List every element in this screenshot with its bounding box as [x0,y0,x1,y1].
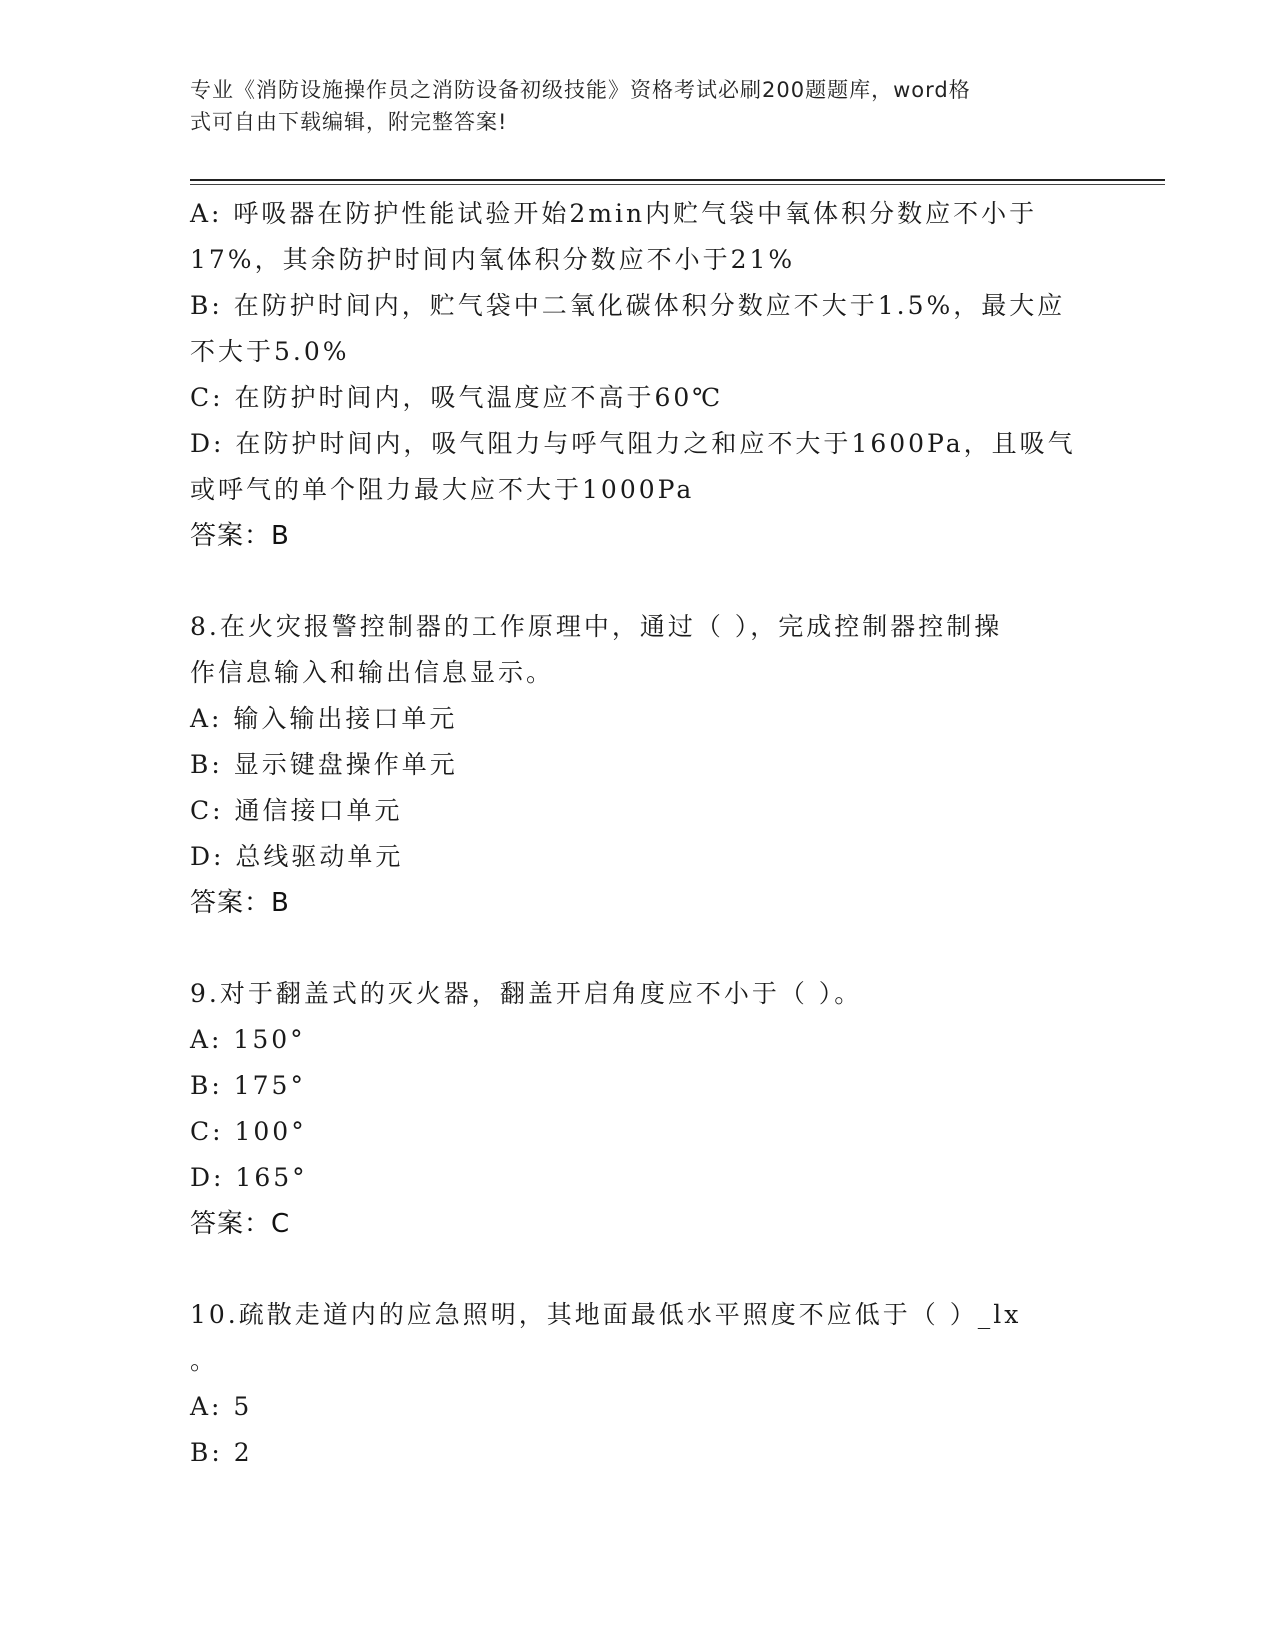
q7-option-d-line-1: D: 在防护时间内，吸气阻力与呼气阻力之和应不大于1600Pa，且吸气 [190,429,1076,458]
question-spacer [190,559,1100,604]
q7-option-b-line-2: 不大于5.0% [190,337,350,366]
q8-answer: 答案：B [190,888,290,918]
q10-stem-line-2: 。 [190,1346,219,1375]
q10-stem-line-1: 10.疏散走道内的应急照明，其地面最低水平照度不应低于（ ）_lx [190,1300,1022,1329]
question-8 [190,604,1100,926]
header-divider-thick [190,179,1165,181]
question-spacer [190,926,1100,971]
q9-option-c: C: 100° [190,1117,307,1146]
header-divider-thin [190,184,1165,185]
header-line-1: 专业《消防设施操作员之消防设备初级技能》资格考试必刷200题题库，word格 [190,78,971,102]
q8-stem-line-2: 作信息输入和输出信息显示。 [190,658,555,687]
question-spacer [190,1247,1100,1292]
header-line-2: 式可自由下载编辑，附完整答案! [190,110,508,134]
q9-option-a: A: 150° [190,1025,306,1054]
q7-option-c: C: 在防护时间内，吸气温度应不高于60℃ [190,383,724,412]
question-10 [190,1292,1100,1476]
q9-answer: 答案：C [190,1209,291,1239]
q10-option-a: A: 5 [190,1392,253,1421]
q9-option-b: B: 175° [190,1071,306,1100]
q10-option-b: B: 2 [190,1438,253,1467]
document-header [190,74,1090,138]
q7-answer: 答案：B [190,521,290,551]
question-9 [190,971,1100,1247]
q8-option-d: D: 总线驱动单元 [190,842,404,871]
q8-stem-line-1: 8.在火灾报警控制器的工作原理中，通过（ ），完成控制器控制操 [190,612,1003,641]
q7-option-d-line-2: 或呼气的单个阻力最大应不大于1000Pa [190,475,695,504]
q8-option-b: B: 显示键盘操作单元 [190,750,458,779]
q7-option-a-line-1: A: 呼吸器在防护性能试验开始2min内贮气袋中氧体积分数应不小于 [190,199,1038,228]
q9-stem: 9.对于翻盖式的灭火器，翻盖开启角度应不小于（ ）。 [190,979,863,1008]
q8-option-c: C: 通信接口单元 [190,796,403,825]
question-list [190,191,1100,1476]
q7-option-a-line-2: 17%，其余防护时间内氧体积分数应不小于21% [190,245,796,274]
q9-option-d: D: 165° [190,1163,308,1192]
q8-option-a: A: 输入输出接口单元 [190,704,458,733]
q7-option-b-line-1: B: 在防护时间内，贮气袋中二氧化碳体积分数应不大于1.5%，最大应 [190,291,1066,320]
question-7 [190,191,1100,559]
